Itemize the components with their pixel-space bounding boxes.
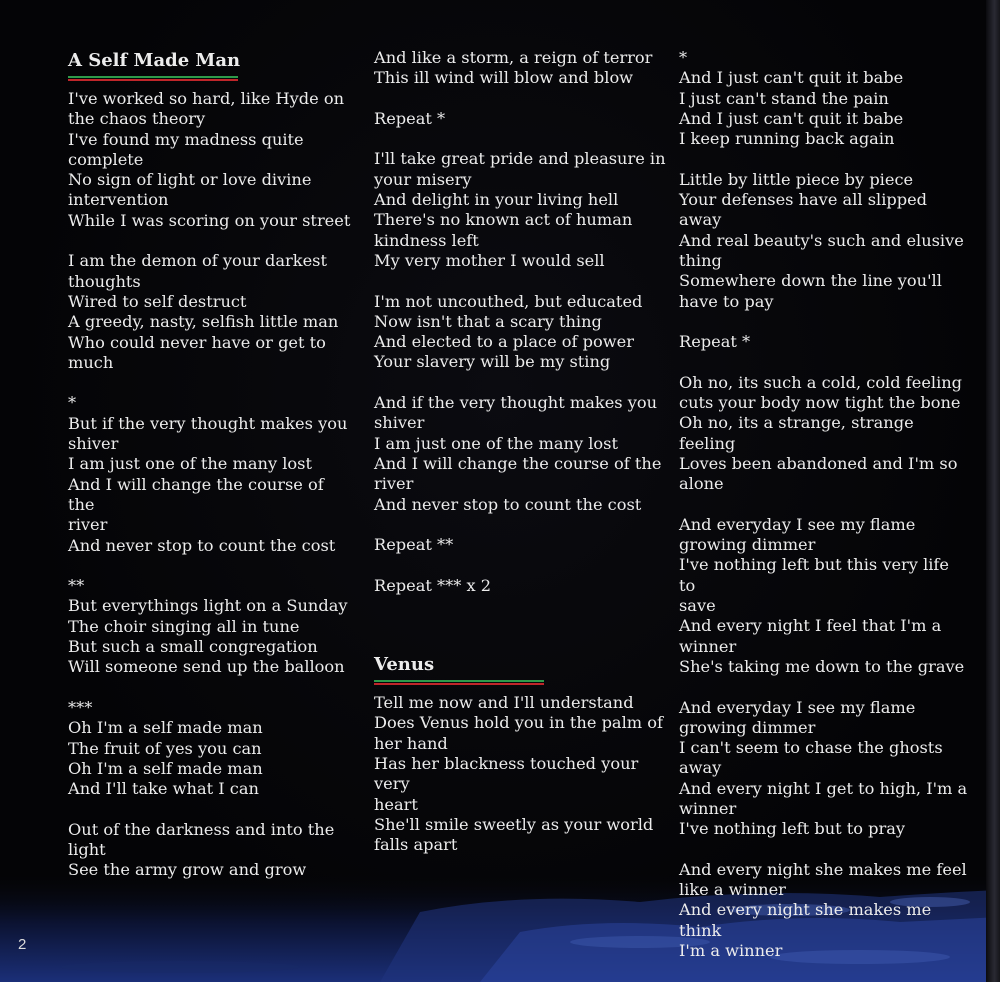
lyric-line: intervention <box>68 190 169 210</box>
lyric-line: And I will change the course of the <box>68 474 324 514</box>
lyric-line: the chaos theory <box>68 109 206 129</box>
lyric-line: Little by little piece by piece <box>679 169 914 189</box>
lyric-line: much <box>68 352 114 372</box>
lyric-line: complete <box>68 149 144 169</box>
stanza <box>374 109 666 129</box>
lyric-line: Tell me now and I'll understand <box>374 693 634 713</box>
lyric-line: I've nothing left but this very life to <box>679 555 950 595</box>
lyric-line: her hand <box>374 733 448 753</box>
lyric-line: Somewhere down the line you'll <box>679 271 942 291</box>
lyric-line: I am the demon of your darkest <box>68 251 327 271</box>
lyric-line: This ill wind will blow and blow <box>374 68 634 88</box>
lyric-line: Repeat *** x 2 <box>374 575 492 595</box>
column-2 <box>374 48 666 876</box>
lyric-line: Your slavery will be my sting <box>374 352 611 372</box>
lyric-line: have to pay <box>679 291 774 311</box>
stanza <box>679 698 969 840</box>
lyric-line: your misery <box>374 169 472 189</box>
lyric-line: And every night I feel that I'm a <box>679 616 942 636</box>
lyric-line: Loves been abandoned and I'm so <box>679 453 958 473</box>
lyric-line: Oh no, its a strange, strange feeling <box>679 413 914 453</box>
lyric-line: And never stop to count the cost <box>374 494 642 514</box>
stanza <box>374 48 666 89</box>
lyric-line: I am just one of the many lost <box>374 433 618 453</box>
page-number: 2 <box>18 936 27 953</box>
lyric-line: river <box>374 474 414 494</box>
lyrics-venus <box>374 693 666 855</box>
lyric-line: alone <box>679 474 724 494</box>
lyric-line: The choir singing all in tune <box>68 616 300 636</box>
lyric-line: And everyday I see my flame <box>679 514 916 534</box>
lyric-line: A greedy, nasty, selfish little man <box>68 312 339 332</box>
stanza <box>374 535 666 555</box>
stanza <box>679 48 969 149</box>
lyric-line: heart <box>374 794 418 814</box>
lyrics-venus-continued <box>679 48 969 961</box>
lyric-line: I've worked so hard, like Hyde on <box>68 89 345 108</box>
lyric-line: And real beauty's such and elusive <box>679 230 964 250</box>
column-1 <box>68 48 353 901</box>
stanza <box>679 170 969 312</box>
lyric-line: * <box>679 48 688 67</box>
lyric-line: I'm a winner <box>679 941 783 961</box>
title-underline <box>374 680 544 685</box>
lyric-line: Oh I'm a self made man <box>68 758 263 778</box>
lyric-line: winner <box>679 636 737 656</box>
lyric-line: And elected to a place of power <box>374 332 634 352</box>
stanza <box>68 820 353 881</box>
lyric-line: growing dimmer <box>679 535 816 555</box>
lyric-line: Will someone send up the balloon <box>68 657 345 677</box>
lyric-line: river <box>68 515 108 535</box>
lyric-line: like a winner <box>679 880 786 900</box>
lyric-line: Who could never have or get to <box>68 332 326 352</box>
lyric-line: Oh no, its such a cold, cold feeling <box>679 372 963 392</box>
lyric-line: ** <box>68 576 85 596</box>
lyric-line: save <box>679 596 716 616</box>
lyric-line: I'm not uncouthed, but educated <box>374 291 643 311</box>
lyric-line: But if the very thought makes you <box>68 413 348 433</box>
lyric-line: Wired to self destruct <box>68 291 247 311</box>
lyric-line: I've found my madness quite <box>68 129 304 149</box>
lyric-line: kindness left <box>374 230 479 250</box>
stanza <box>679 332 969 352</box>
lyric-line: No sign of light or love divine <box>68 170 312 190</box>
lyric-line: light <box>68 839 106 859</box>
lyric-line: Has her blackness touched your very <box>374 753 639 794</box>
lyric-line: And I will change the course of the <box>374 453 662 473</box>
lyric-line: * <box>68 393 77 413</box>
booklet-spine <box>986 0 1000 982</box>
stanza <box>68 698 353 799</box>
lyric-line: Repeat * <box>374 108 446 128</box>
lyric-line: I just can't stand the pain <box>679 88 889 108</box>
lyric-line: growing dimmer <box>679 717 816 737</box>
stanza <box>374 393 666 515</box>
lyrics-self-made-man <box>68 89 353 881</box>
lyric-line: But such a small congregation <box>68 637 318 657</box>
lyric-line: And delight in your living hell <box>374 190 619 210</box>
lyric-line: And I just can't quit it babe <box>679 108 904 128</box>
stanza <box>679 373 969 495</box>
lyric-line: Out of the darkness and into the <box>68 819 335 839</box>
column-3 <box>679 48 969 982</box>
lyrics-self-made-man-continued <box>374 48 666 596</box>
lyric-line: shiver <box>68 434 119 454</box>
song-title-self-made-man: A Self Made Man <box>68 50 241 71</box>
lyric-line: I'll take great pride and pleasure in <box>374 149 666 169</box>
stanza <box>374 149 666 271</box>
lyric-line: I keep running back again <box>679 129 895 149</box>
lyric-line: winner <box>679 798 737 818</box>
lyric-line: And everyday I see my flame <box>679 697 916 717</box>
lyric-line: thing <box>679 250 722 270</box>
stanza <box>68 576 353 677</box>
lyric-line: She'll smile sweetly as your world <box>374 814 654 834</box>
stanza <box>374 576 666 596</box>
title-underline <box>68 76 238 81</box>
lyric-line: I am just one of the many lost <box>68 454 312 474</box>
lyric-line: And if the very thought makes you <box>374 393 658 413</box>
lyric-line: But everythings light on a Sunday <box>68 596 348 616</box>
stanza <box>374 693 666 855</box>
lyric-line: Oh I'm a self made man <box>68 718 263 738</box>
lyric-line: Does Venus hold you in the palm of <box>374 713 663 733</box>
lyric-line: Your defenses have all slipped away <box>679 190 928 230</box>
lyric-line: And every night she makes me feel <box>679 859 967 879</box>
lyric-line: The fruit of yes you can <box>68 738 262 758</box>
lyric-line: And every night she makes me think <box>679 900 932 940</box>
lyric-line: There's no known act of human <box>374 210 633 230</box>
song-title-venus: Venus <box>374 654 435 676</box>
lyric-line: Repeat ** <box>374 535 454 555</box>
stanza <box>68 393 353 555</box>
lyric-line: shiver <box>374 413 425 433</box>
lyric-line: While I was scoring on your street <box>68 210 351 230</box>
stanza <box>679 515 969 677</box>
lyric-line: Repeat * <box>679 332 751 352</box>
lyric-line: And every night I get to high, I'm a <box>679 778 968 798</box>
lyric-line: And like a storm, a reign of terror <box>374 48 653 67</box>
lyric-line: My very mother I would sell <box>374 250 605 270</box>
lyric-line: *** <box>68 697 93 717</box>
lyric-line: falls apart <box>374 835 458 855</box>
stanza <box>374 292 666 373</box>
lyric-line: I've nothing left but to pray <box>679 819 906 839</box>
lyric-line: And never stop to count the cost <box>68 535 336 555</box>
lyric-line: She's taking me down to the grave <box>679 656 965 676</box>
lyric-line: I can't seem to chase the ghosts away <box>679 738 943 778</box>
lyric-line: And I just can't quit it babe <box>679 68 904 88</box>
lyric-line: cuts your body now tight the bone <box>679 393 961 413</box>
stanza <box>68 89 353 231</box>
lyric-line: And I'll take what I can <box>68 779 259 799</box>
lyric-line: thoughts <box>68 271 141 291</box>
stanza <box>679 860 969 961</box>
lyric-line: See the army grow and grow <box>68 860 307 880</box>
stanza <box>68 251 353 373</box>
lyric-line: Now isn't that a scary thing <box>374 311 602 331</box>
